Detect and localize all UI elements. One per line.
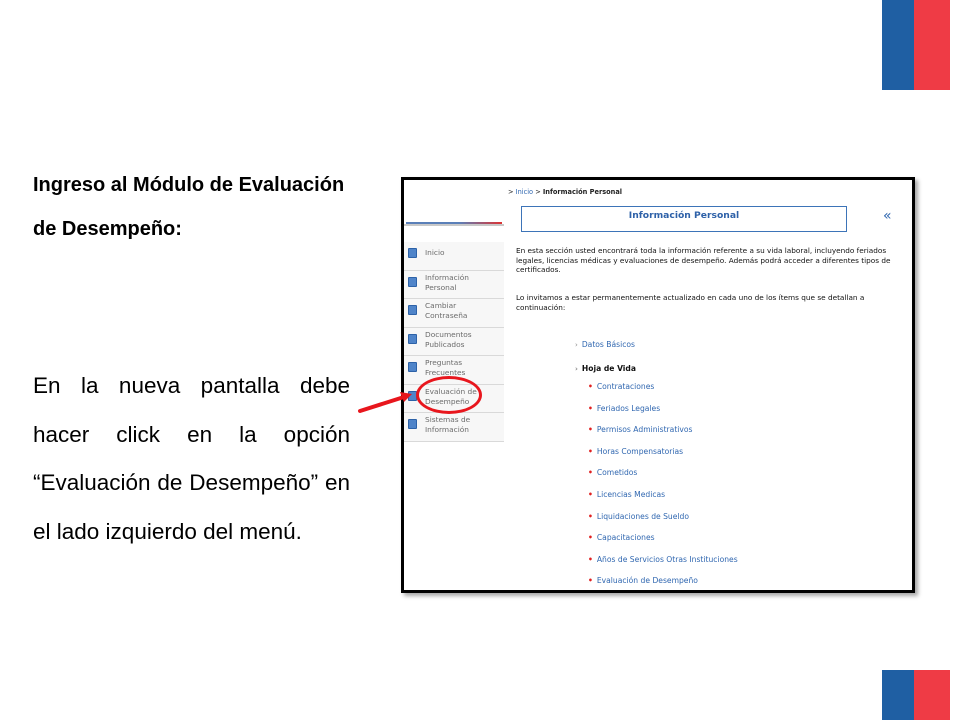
bullet-icon: • (588, 382, 593, 391)
list-item-link[interactable] (588, 533, 738, 555)
list-item-label: Permisos Administrativos (596, 425, 693, 435)
sidebar-item-informacion-personal[interactable] (404, 271, 504, 300)
flag-top-decoration (882, 0, 950, 90)
list-item-label: Licencias Medicas (596, 489, 666, 499)
flag-blue-stripe (882, 670, 914, 720)
list-item-label: Evaluación de Desempeño (596, 576, 698, 586)
sidebar-item-documentos-publicados[interactable] (404, 328, 504, 357)
page-icon (408, 334, 417, 344)
sidebar-item-label: Inicio (425, 248, 445, 257)
list-item-label: Años de Servicios Otras Instituciones (596, 554, 738, 564)
list-item-link[interactable] (588, 555, 738, 577)
sidebar-item-label: Sistemas de Información (425, 415, 471, 434)
flag-bottom-decoration (882, 670, 950, 720)
bullet-icon: • (588, 403, 593, 413)
list-item-label: Cometidos (596, 468, 638, 478)
breadcrumb-separator: > (508, 188, 514, 196)
panel-title: Información Personal (521, 206, 847, 232)
sidebar-item-label: Información Personal (425, 272, 469, 292)
list-item-label: Horas Compensatorias (596, 446, 684, 456)
sidebar-item-inicio[interactable] (404, 242, 504, 271)
flag-red-stripe (914, 0, 950, 90)
intro-text: En esta sección usted encontrará toda la información referente a su vida laboral, incluyendo feriados legales, licencias médicas y evaluaciones de desempeño. Además podrá acceder a diferentes tipos de certificados. (516, 246, 891, 275)
sidebar-item-label: Cambiar Contraseña (425, 301, 468, 320)
list-item-label: Feriados Legales (596, 403, 661, 413)
sidebar-item-sistemas-informacion[interactable] (404, 413, 504, 442)
sidebar-header (404, 180, 504, 226)
breadcrumb-home-link[interactable]: Inicio (515, 188, 534, 196)
list-item-label: Liquidaciones de Sueldo (596, 511, 689, 521)
sidebar-item-cambiar-contrasena[interactable] (404, 299, 504, 328)
collapse-icon[interactable]: « (883, 208, 892, 224)
list-item-link[interactable] (588, 382, 738, 404)
bullet-icon: • (588, 425, 593, 435)
page-icon (408, 277, 417, 287)
list-item-link[interactable] (588, 512, 738, 534)
list-item-link[interactable] (588, 447, 738, 469)
bullet-icon: • (588, 446, 593, 456)
list-item-label: Capacitaciones (596, 533, 655, 543)
invite-text: Lo invitamos a estar permanentemente actualizado en cada uno de los ítems que se detallan a continuación: (516, 293, 865, 312)
bullet-icon: • (588, 554, 593, 564)
highlight-circle (416, 376, 482, 414)
slide-body-text: En la nueva pantalla debe hacer click en la opción “Evaluación de Desempeño” en el lado izquierdo del menú. (33, 373, 350, 544)
page-icon (408, 305, 417, 315)
breadcrumb-separator: > (535, 188, 541, 196)
chevron-right-icon: › (575, 365, 578, 373)
sidebar-header-bar (406, 222, 502, 224)
list-item-link[interactable] (588, 404, 738, 426)
list-item-link[interactable] (588, 468, 738, 490)
page-icon (408, 248, 417, 258)
section-hoja-de-vida[interactable] (575, 364, 636, 373)
section-label: Hoja de Vida (581, 364, 636, 373)
bullet-icon: • (588, 576, 593, 586)
breadcrumb (508, 188, 622, 196)
flag-red-stripe (914, 670, 950, 720)
section-datos-basicos[interactable] (575, 340, 635, 349)
hoja-de-vida-list (588, 382, 738, 593)
page-icon (408, 362, 417, 372)
slide-title: Ingreso al Módulo de Evaluación de Desempeño: (33, 174, 345, 240)
sidebar-item-label: Evaluación de Desempeño (425, 386, 477, 406)
section-label: Datos Básicos (581, 340, 636, 349)
list-item-link[interactable] (588, 576, 738, 593)
sidebar-item-label: Preguntas Frecuentes (425, 358, 466, 377)
flag-blue-stripe (882, 0, 914, 90)
bullet-icon: • (588, 468, 593, 478)
list-item-link[interactable] (588, 490, 738, 512)
sidebar-item-label: Documentos Publicados (425, 329, 472, 349)
chevron-right-icon: › (575, 341, 578, 349)
bullet-icon: • (588, 533, 593, 543)
list-item-link[interactable] (588, 425, 738, 447)
portal-screenshot (401, 177, 915, 593)
page-icon (408, 419, 417, 429)
bullet-icon: • (588, 511, 593, 521)
list-item-label: Contrataciones (596, 382, 655, 391)
breadcrumb-current: Información Personal (542, 188, 623, 196)
bullet-icon: • (588, 489, 593, 499)
